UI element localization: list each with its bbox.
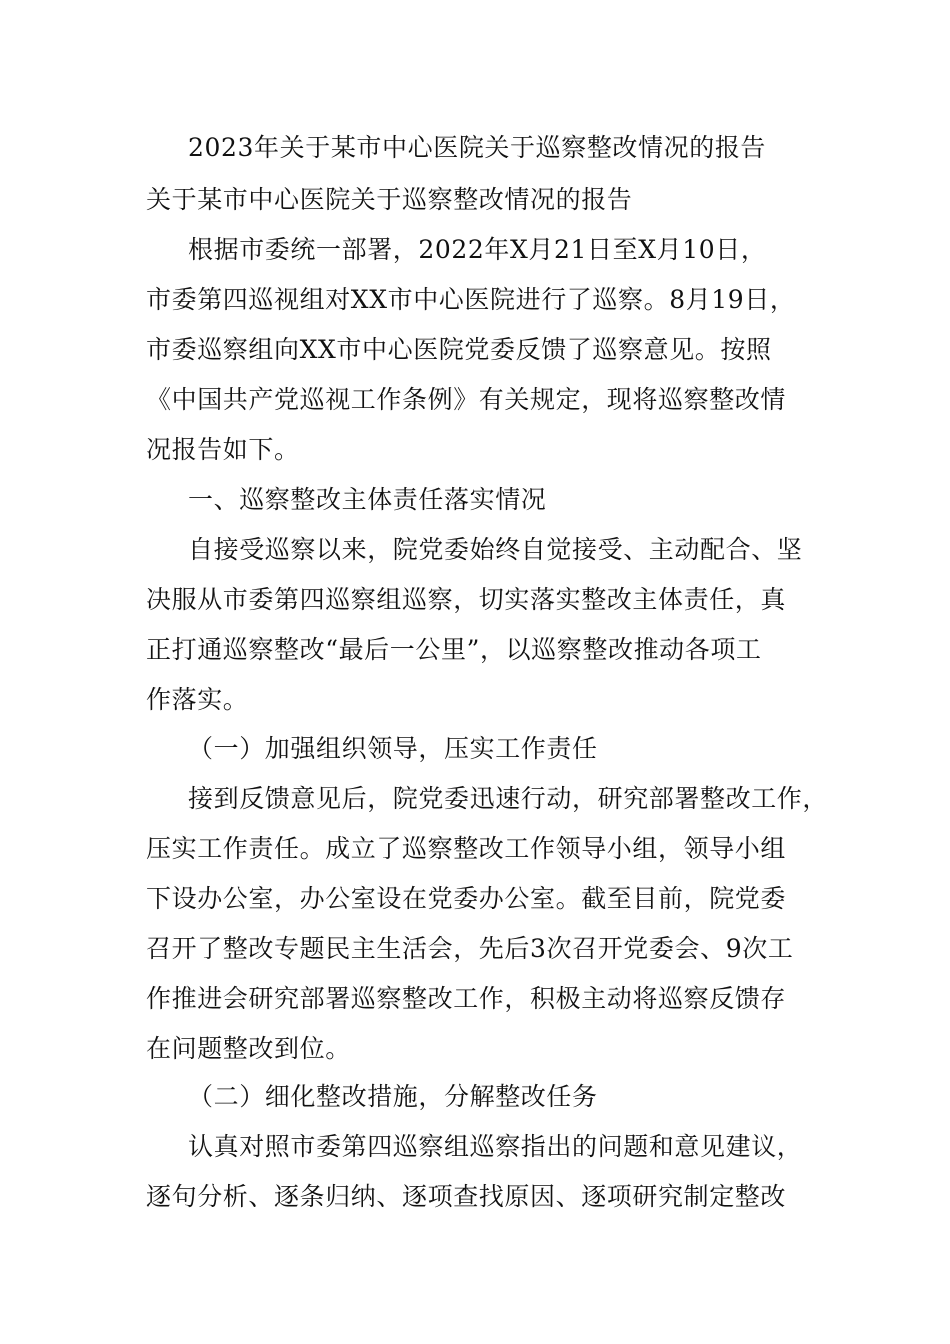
paragraph-line: 下设办公室，办公室设在党委办公室。截至目前，院党委 [146,884,787,913]
paragraph-line: 况报告如下。 [146,435,300,464]
paragraph-line: 决服从市委第四巡察组巡察，切实落实整改主体责任，真 [146,585,787,614]
paragraph-line: 正打通巡察整改“最后一公里”，以巡察整改推动各项工 [146,635,762,664]
paragraph-line: 《中国共产党巡视工作条例》有关规定，现将巡察整改情 [146,385,787,414]
paragraph-line: 召开了整改专题民主生活会，先后3次召开党委会、9次工 [146,934,794,963]
paragraph-line: 根据市委统一部署，2022年X月21日至X月10日， [188,235,767,264]
paragraph-line: 接到反馈意见后，院党委迅速行动，研究部署整改工作， [188,784,829,813]
document-subtitle: 关于某市中心医院关于巡察整改情况的报告 [146,185,633,214]
paragraph-line: 作推进会研究部署巡察整改工作，积极主动将巡察反馈存 [146,984,787,1013]
subsection-heading: （二）细化整改措施，分解整改任务 [188,1082,598,1111]
paragraph-line: 作落实。 [146,685,249,714]
paragraph-line: 市委第四巡视组对XX市中心医院进行了巡察。8月19日， [146,285,796,314]
paragraph-line: 在问题整改到位。 [146,1034,351,1063]
paragraph-line: 自接受巡察以来，院党委始终自觉接受、主动配合、坚 [188,535,803,564]
subsection-heading: （一）加强组织领导，压实工作责任 [188,734,598,763]
paragraph-line: 逐句分析、逐条归纳、逐项查找原因、逐项研究制定整改 [146,1182,787,1211]
paragraph-line: 市委巡察组向XX市中心医院党委反馈了巡察意见。按照 [146,335,772,364]
paragraph-line: 认真对照市委第四巡察组巡察指出的问题和意见建议， [188,1132,803,1161]
document-title: 2023年关于某市中心医院关于巡察整改情况的报告 [188,133,767,162]
paragraph-line: 压实工作责任。成立了巡察整改工作领导小组，领导小组 [146,834,787,863]
section-heading: 一、巡察整改主体责任落实情况 [188,485,547,514]
